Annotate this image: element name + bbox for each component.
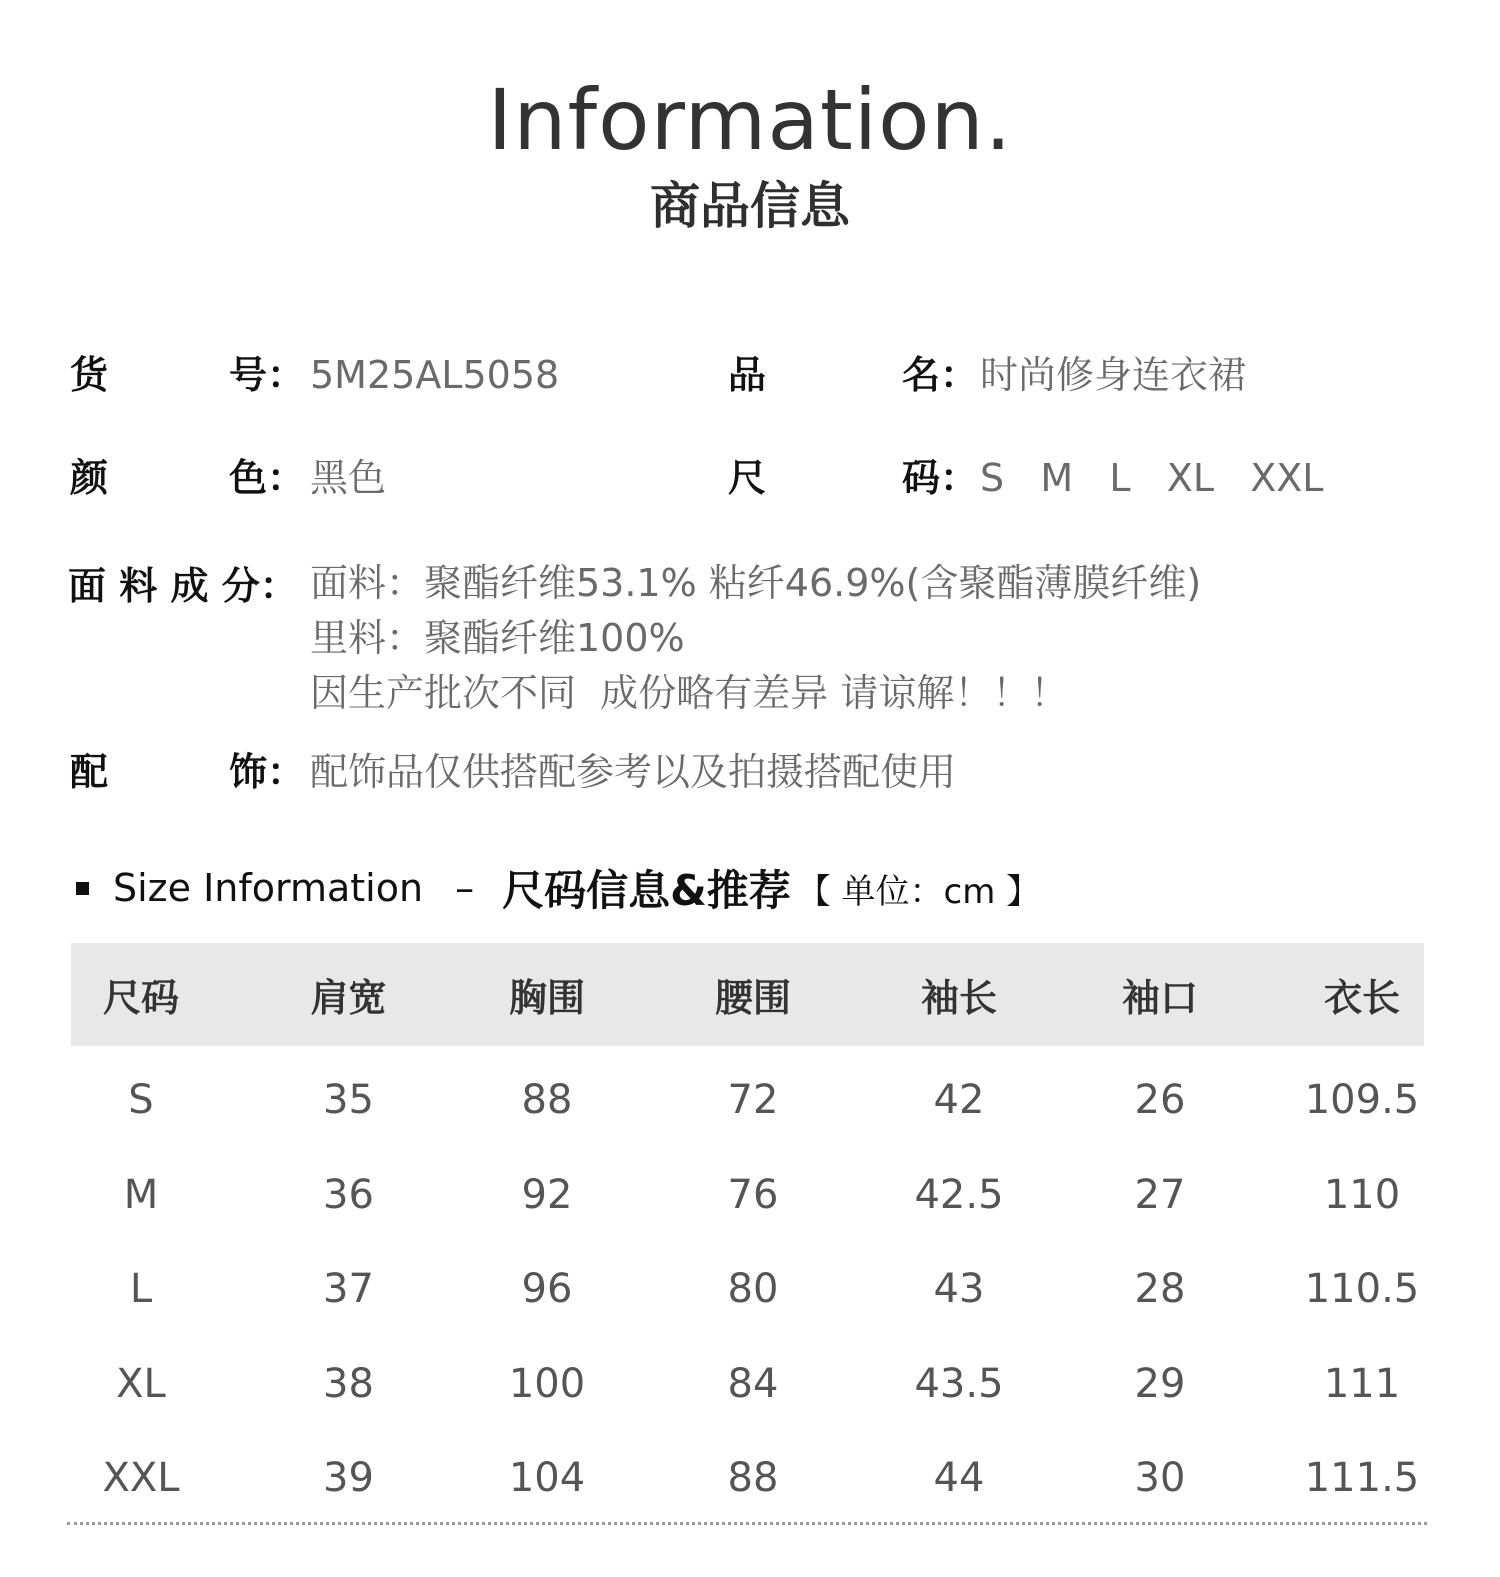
measurement-cell: 27: [1134, 1171, 1186, 1218]
measurement-cell: 29: [1134, 1360, 1186, 1407]
size-cell: XL: [116, 1360, 166, 1407]
measurement-cell: 39: [323, 1455, 374, 1502]
color-value: 黑色: [310, 456, 387, 500]
column-header: 衣长: [1323, 976, 1400, 1020]
size-heading-en: Size Information: [113, 866, 424, 910]
size-heading-cn: 尺码信息&推荐: [502, 866, 791, 915]
column-header: 袖口: [1121, 976, 1198, 1020]
column-header: 肩宽: [310, 976, 387, 1020]
size-heading-dash: –: [455, 866, 475, 910]
measurement-cell: 43: [933, 1266, 985, 1313]
measurement-cell: 104: [508, 1455, 586, 1502]
table-row: [71, 1148, 1424, 1243]
product-name-value: 时尚修身连衣裙: [980, 353, 1247, 397]
measurement-cell: 76: [727, 1171, 779, 1218]
measurement-cell: 42: [933, 1077, 985, 1124]
table-row: [71, 1053, 1424, 1148]
size-cell: S: [128, 1077, 154, 1124]
fabric-label: 面 料 成 分：: [68, 564, 298, 608]
measurement-cell: 96: [521, 1266, 573, 1313]
accessories-label: 配 饰：: [70, 750, 305, 794]
fabric-line: 因生产批次不同 成份略有差异 请谅解！！！: [310, 671, 1069, 715]
size-label: 尺 码：: [728, 456, 978, 500]
measurement-cell: 38: [323, 1360, 374, 1407]
size-cell: XXL: [102, 1455, 180, 1502]
table-header: [71, 943, 1424, 1046]
color-label: 颜 色：: [70, 456, 305, 500]
size-section-heading: [76, 858, 1456, 918]
size-unit: 【 单位：cm 】: [796, 871, 1041, 912]
product-name-label: 品 名：: [728, 353, 978, 397]
item-no-label: 货 号：: [70, 353, 305, 397]
measurement-cell: 43.5: [914, 1360, 1004, 1407]
table-row: [71, 1337, 1424, 1432]
measurement-cell: 42.5: [914, 1171, 1004, 1218]
column-header: 袖长: [920, 976, 997, 1020]
measurement-cell: 36: [323, 1171, 374, 1218]
measurement-cell: 44: [933, 1455, 985, 1502]
fabric-value: [310, 556, 1460, 721]
measurement-cell: 109.5: [1304, 1077, 1420, 1124]
measurement-cell: 111.5: [1304, 1455, 1420, 1502]
fabric-line: 面料：聚酯纤维53.1% 粘纤46.9%(含聚酯薄膜纤维): [310, 561, 1202, 605]
info-row-item-no: [0, 345, 1500, 405]
info-row-accessories: [0, 742, 1500, 802]
measurement-cell: 110: [1323, 1171, 1401, 1218]
measurement-cell: 88: [521, 1077, 573, 1124]
measurement-cell: 92: [521, 1171, 573, 1218]
dotted-divider: [67, 1522, 1427, 1525]
measurement-cell: 88: [727, 1455, 779, 1502]
size-cell: L: [129, 1266, 153, 1313]
page-subtitle: 商品信息: [650, 177, 850, 235]
measurement-cell: 35: [323, 1077, 374, 1124]
measurement-cell: 37: [323, 1266, 374, 1313]
column-header: 尺码: [102, 976, 179, 1020]
measurement-cell: 110.5: [1304, 1266, 1420, 1313]
measurement-cell: 111: [1323, 1360, 1401, 1407]
size-value: S M L XL XXL: [980, 456, 1324, 500]
measurement-cell: 100: [508, 1360, 586, 1407]
measurement-cell: 80: [727, 1266, 779, 1313]
table-body: [71, 1053, 1424, 1526]
size-table: [71, 943, 1424, 1526]
info-row-color: [0, 448, 1500, 508]
size-cell: M: [123, 1171, 159, 1218]
measurement-cell: 28: [1134, 1266, 1186, 1313]
square-bullet-icon: [76, 882, 89, 895]
item-no-value: 5M25AL5058: [310, 353, 560, 397]
column-header: 腰围: [714, 976, 791, 1020]
accessories-value: 配饰品仅供搭配参考以及拍摄搭配使用: [310, 750, 957, 794]
table-row: [71, 1242, 1424, 1337]
measurement-cell: 30: [1134, 1455, 1186, 1502]
measurement-cell: 26: [1134, 1077, 1186, 1124]
fabric-line: 里料：聚酯纤维100%: [310, 616, 685, 660]
measurement-cell: 84: [727, 1360, 779, 1407]
measurement-cell: 72: [727, 1077, 779, 1124]
page-title: Information.: [487, 71, 1013, 169]
column-header: 胸围: [508, 976, 585, 1020]
table-row: [71, 1431, 1424, 1526]
